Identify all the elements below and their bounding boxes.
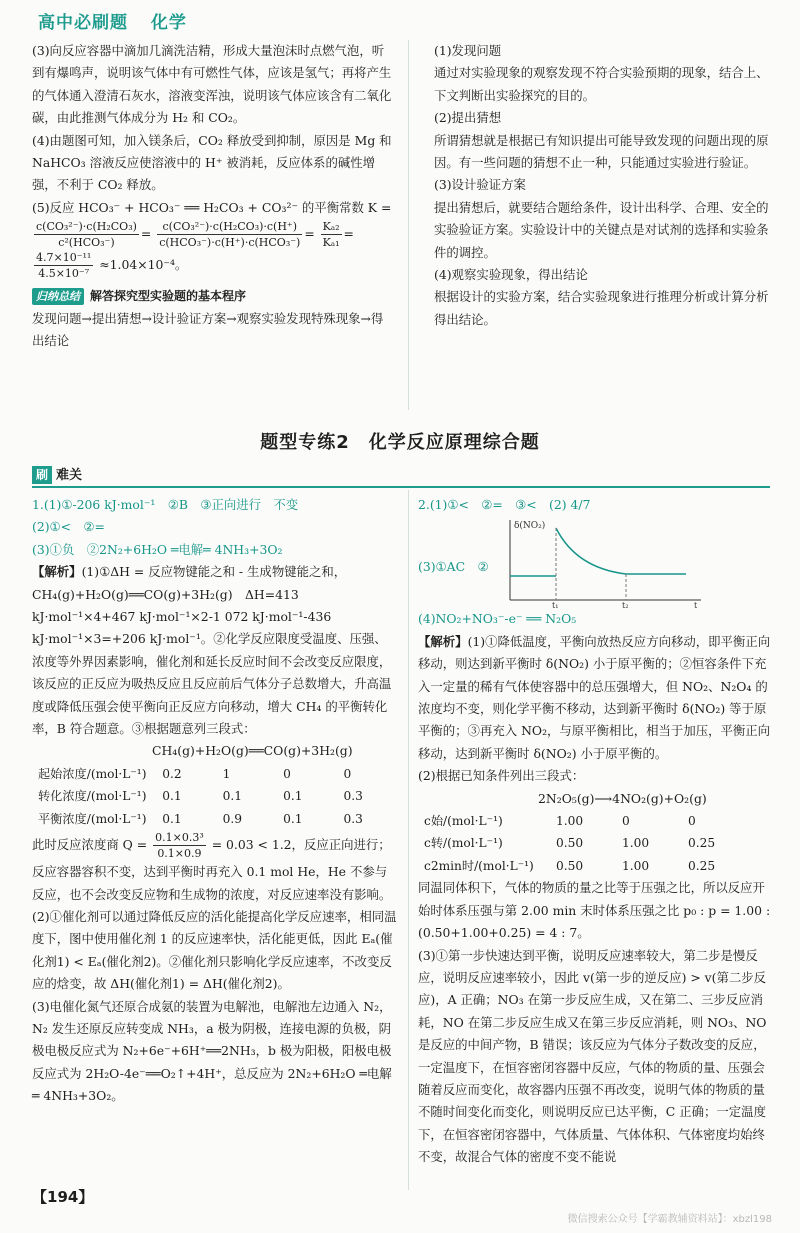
analysis-1: 【解析】(1)①ΔH = 反应物键能之和 - 生成物键能之和，CH₄(g)+H₂O(g)══CO(g)+3H₂(g) ΔH=413 kJ·mol⁻¹×4+467 kJ·mol⁻¹×2-1 072 kJ·mol⁻¹-436 kJ·mol⁻¹×3=+206 kJ·mol⁻¹。②化学反应限度受温度、压强、浓度等外界因素影响，催化剂和延长反应时间不会改变反应限度，该反应的正反应为吸热反应且反应前后气体分子总数增大，升高温度或降低压强会使平衡向正反应方向移动，增大 CH₄ 的平衡转化率，B 符合题意。③根据题意列三段式：: [32, 564, 392, 737]
table-row: [32, 763, 398, 785]
series-title: 高中必刷题: [38, 13, 128, 33]
paragraph-3: (3)向反应容器中滴加几滴洗洁精，形成大量泡沫时点燃气泡，听到有爆鸣声，说明该气体中有可燃性气体，应该是氢气；再将产生的气体通入澄清石灰水，溶液变浑浊，说明该气体应该含有二氧化碳，由此推测气体成分为 H₂ 和 CO₂。: [32, 43, 392, 126]
tag-box: 刷: [32, 466, 52, 484]
cell: 0.1: [222, 789, 243, 804]
summary-body: 发现问题→提出猜想→设计验证方案→观察实验发现特殊现象→得出结论: [32, 310, 384, 349]
cell: 0.3: [343, 811, 363, 826]
paragraph-5: (5)反应 HCO₃⁻ + HCO₃⁻ ══ H₂CO₃ + CO₃²⁻ 的平衡常数 K =: [32, 199, 392, 215]
summary-title: 解答探究型实验题的基本程序: [90, 289, 247, 304]
delta-no2-graph: [496, 516, 706, 608]
answer-2-3: (3)①AC ②: [418, 559, 489, 575]
row-label: c2min时/(mol·L⁻¹): [424, 858, 534, 873]
k-result: $\frac{\text{4.7×10⁻¹¹}}{\text{4.5×10⁻⁷}}$ ≈1.04×10⁻⁴。: [36, 251, 188, 281]
analysis-r1: 【解析】(1)①降低温度，平衡向放热反应方向移动，即平衡正向移动，则达到新平衡时 δ(NO₂) 小于原平衡的；②恒容条件下充入一定量的稀有气体使容器中的总压强增大，但 NO₂、N₂O₄ 的浓度均不变，则化学平衡不移动，达到新平衡时 δ(NO₂) 等于原平衡的；③再充入 NO₂，与原平衡相比，相当于加压，平衡正向移动，达到新平衡时 δ(NO₂) 小于原平衡的。: [418, 633, 771, 761]
equation-header: CH₄(g)+H₂O(g)══CO(g)+3H₂(g): [152, 743, 353, 759]
column-divider-bottom: [408, 490, 409, 1190]
tag-label: 难关: [56, 468, 83, 483]
fraction: $\frac{\text{c(CO₃²⁻)·c(H₂CO₃)·c(H⁺)}}{\text{c(HCO₃⁻)·c(H⁺)·c(HCO₃⁻)}}$: [159, 220, 301, 250]
fraction: $\frac{\text{Kₐ₂}}{\text{Kₐ₁}}$: [322, 220, 340, 250]
step2-heading: (2)提出猜想: [434, 110, 502, 126]
cell: 1.00: [622, 858, 650, 873]
cell: 0.50: [556, 836, 584, 851]
cell: 0: [343, 766, 352, 781]
difficulty-tag: [32, 464, 82, 482]
answer-3: (3)①负 ②2N₂+6H₂O ═电解═ 4NH₃+3O₂: [32, 541, 283, 557]
step2-body: 所谓猜想就是根据已有知识提出可能导致发现的问题出现的原因。有一些问题的猜想不止一种，只能通过实验进行验证。: [434, 132, 769, 171]
step4-body: 根据设计的实验方案，结合实验现象进行推理分析或计算分析得出结论。: [434, 289, 769, 327]
analysis-3: (3)电催化氮气还原合成氨的装置为电解池，电解池左边通入 N₂，N₂ 发生还原反应转变成 NH₃，a 极为阴极，连接电源的负极，阴极电极反应式为 N₂+6e⁻+6H⁺══2NH₃，b 极为阳极，阳极电极反应式为 2H₂O-4e⁻══O₂↑+4H⁺，总反应为 2N₂+6H₂O ═电解═ 4NH₃+3O₂。: [32, 998, 392, 1104]
row-label: c转/(mol·L⁻¹): [424, 836, 503, 851]
section-rule: [32, 486, 770, 488]
cell: 0.1: [162, 789, 182, 804]
top-left-column: [32, 40, 392, 352]
table-row: [32, 785, 398, 807]
section-title: 题型专练2 化学反应原理综合题: [260, 432, 540, 453]
row-label: 平衡浓度/(mol·L⁻¹): [38, 811, 147, 826]
fraction: $\frac{\text{4.7×10⁻¹¹}}{\text{4.5×10⁻⁷}}$: [36, 251, 92, 281]
column-divider-top: [408, 40, 409, 410]
q-line: 此时反应浓度商 Q = $\frac{\text{0.1×0.3³}}{0.1\times 0.9}$ = 0.03 < 1.2，反应正向进行；反应容器容积不变，达到平衡时再充入 0.1 mol He，He 不参与反应，也不会改变反应物和生成物的浓度，对反应速率没有影响。: [32, 831, 392, 902]
cell: 0.1: [162, 811, 182, 826]
cell: 0.1: [283, 811, 303, 826]
page-number: 【194】: [32, 1188, 94, 1206]
book-header: [38, 8, 203, 33]
subject-title: 化学: [150, 13, 187, 33]
cell: 0.25: [688, 858, 716, 873]
summary-heading: [32, 285, 392, 307]
graph-t: t: [694, 601, 698, 609]
table-row: [418, 855, 748, 877]
equation-header-r: 2N₂O₅(g)⟶4NO₂(g)+O₂(g): [538, 790, 707, 806]
analysis-r4: (3)①第一步快速达到平衡，说明反应速率较大，第二步是慢反应，说明反应速率较小，因此 v(第一步的逆反应) > v(第二步反应)，A 正确；NO₃ 在第一步反应生成，又在第二、三步反应消耗，NO 在第二步反应生成又在第三步反应消耗，则 NO₃、NO 是反应的中间产物，B 错误；该反应为气体分子数改变的反应，一定温度下，在恒容密闭容器中反应，气体的物质的量、压强会随着反应而变化，故容器内压强不再改变，说明气体的物质的量不随时间变化而变化，则说明反应已达平衡，C 正确；一定温度下，在恒容密闭容器中，气体质量、气体体积、气体密度均始终不变，故混合气体的密度不变不能说: [418, 947, 767, 1165]
bottom-right-column: [418, 494, 773, 1169]
cell: 1.00: [622, 836, 650, 851]
analysis-r2: (2)根据已知条件列出三段式：: [418, 768, 585, 784]
cell: 0.50: [556, 858, 584, 873]
cell: 0.2: [162, 766, 182, 781]
row-label: 起始浓度/(mol·L⁻¹): [38, 766, 147, 781]
top-right-column: [426, 40, 779, 331]
table-row: [418, 810, 748, 832]
curve: [556, 528, 686, 574]
analysis-2: (2)①催化剂可以通过降低反应的活化能提高化学反应速率，相同温度下，图中使用催化剂 1 的反应速率快，活化能更低，因此 Eₐ(催化剂1) < Eₐ(催化剂2)。②催化剂只影响化学反应速率，不改变反应的焓变，故 ΔH(催化剂1) = ΔH(催化剂2)。: [32, 908, 397, 992]
cell: 0.9: [222, 811, 243, 826]
row-label: 转化浓度/(mol·L⁻¹): [38, 789, 147, 804]
paragraph-4: (4)由题图可知，加入镁条后，CO₂ 释放受到抑制，原因是 Mg 和 NaHCO₃ 溶液反应使溶液中的 H⁺ 被消耗，反应体系的碱性增强，不利于 CO₂ 释放。: [32, 132, 392, 193]
cell: 0: [283, 766, 291, 781]
graph-y-label: δ(NO₂): [514, 521, 546, 532]
cell: 1: [222, 766, 231, 781]
summary-tag: 归纳总结: [32, 288, 84, 305]
step1-body: 通过对实验现象的观察发现不符合实验预期的现象，结合上、下文判断出实验探究的目的。: [434, 65, 769, 103]
graph-t1: t₁: [552, 601, 559, 609]
k-formula: $\frac{\text{c(CO₃²⁻)·c(H₂CO₃)}}{\text{c²(HCO₃⁻)}}$ = $\frac{\text{c(CO₃²⁻)·c(H₂CO₃)·c(H⁺)}}{\text{c(HCO₃⁻)·c(H⁺)·c(HCO₃⁻)}}$ = $\frac{\text{Kₐ₂}}{\text{Kₐ₁}}$ =: [36, 220, 354, 250]
graph-row: [418, 516, 773, 608]
analysis-r3: 同温同体积下，气体的物质的量之比等于压强之比，所以反应开始时体系压强与第 2.00 min 末时体系压强之比 p₀ : p = 1.00 : (0.50+1.00+0.25) = 4 : 7。: [418, 880, 771, 941]
cell: 0.1: [283, 789, 303, 804]
cell: 0.3: [343, 789, 363, 804]
graph-t2: t₂: [622, 601, 629, 609]
step1-heading: (1)发现问题: [434, 43, 502, 58]
fraction: $\frac{\text{0.1×0.3³}}{0.1\times 0.9}$: [155, 831, 204, 861]
answer-2: (2)①< ②=: [32, 519, 105, 535]
table-row: [418, 832, 748, 854]
step3-heading: (3)设计验证方案: [434, 177, 526, 193]
fraction: $\frac{\text{c(CO₃²⁻)·c(H₂CO₃)}}{\text{c²(HCO₃⁻)}}$: [36, 220, 137, 250]
answer-2-1: 2.(1)①< ②= ③< (2) 4/7: [418, 497, 591, 512]
cell: 0: [622, 814, 630, 829]
equilibrium-table: [32, 763, 398, 830]
answer-1: 1.(1)①-206 kJ·mol⁻¹ ②B ③正向进行 不变: [32, 497, 299, 512]
cell: 1.00: [556, 814, 584, 829]
step3-body: 提出猜想后，就要结合题给条件，设计出科学、合理、安全的实验验证方案。实验设计中的关键点是对试剂的选择和实验条件的调控。: [434, 199, 769, 260]
cell: 0.25: [688, 836, 716, 851]
table-row: [32, 808, 398, 830]
step4-heading: (4)观察实验现象，得出结论: [434, 267, 588, 283]
equilibrium-table-r: [418, 810, 748, 877]
answer-2-4: (4)NO₂+NO₃⁻-e⁻ ══ N₂O₅: [418, 611, 577, 627]
cell: 0: [688, 814, 696, 829]
row-label: c始/(mol·L⁻¹): [424, 814, 503, 829]
watermark: 微信搜索公众号【学霸教辅资料站】：xbzl198: [567, 1214, 772, 1225]
bottom-left-column: [32, 494, 398, 1108]
